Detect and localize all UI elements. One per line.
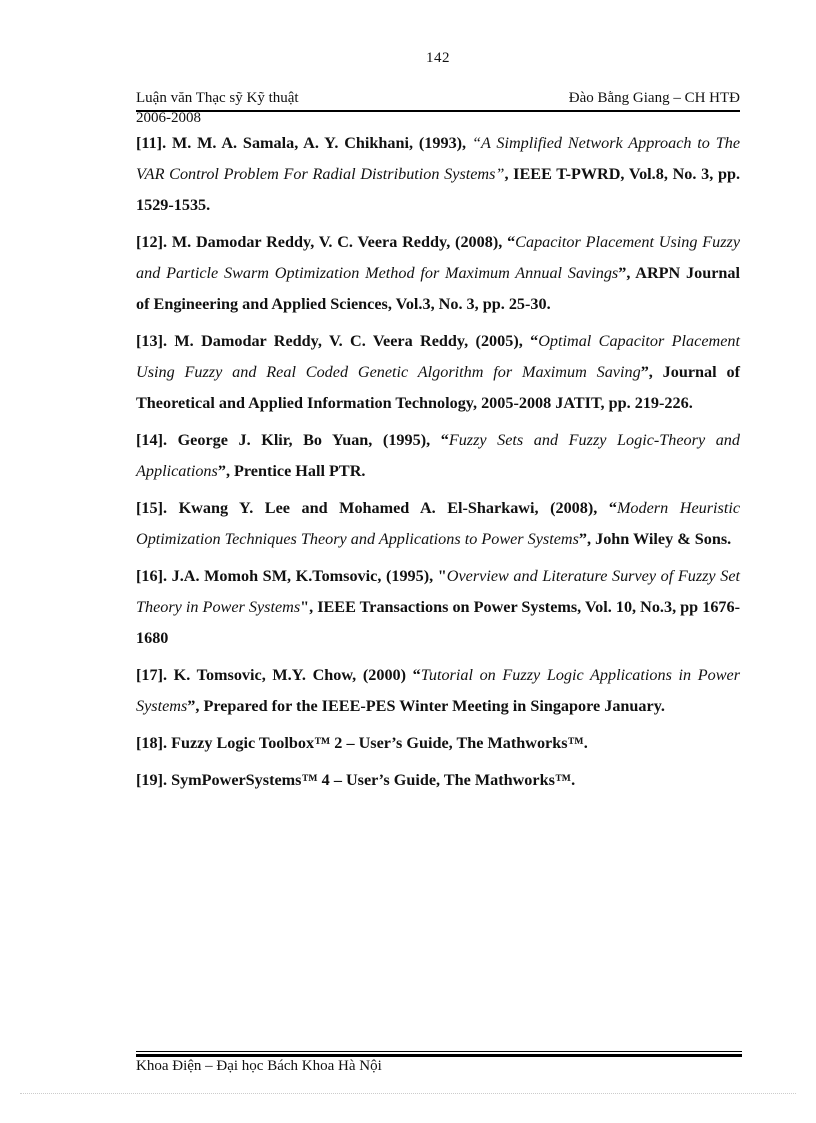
reference-source: ”, Journal of Theoretical and Applied Information Technology, 2005-2008 JATIT, pp. 219-226.	[136, 363, 740, 412]
reference-item	[136, 561, 740, 654]
reference-number: [17].	[136, 666, 168, 684]
reference-number: [15].	[136, 499, 168, 517]
reference-title: Capacitor Placement Using Fuzzy and Particle Swarm Optimization Method for Maximum Annual Savings	[136, 233, 740, 282]
reference-source: ”, John Wiley & Sons.	[578, 530, 732, 548]
reference-source: ", IEEE Transactions on Power Systems, Vol. 10, No.3, pp 1676-1680	[136, 598, 740, 647]
reference-source: ”, ARPN Journal of Engineering and Applied Sciences, Vol.3, No. 3, pp. 25-30.	[136, 264, 740, 313]
reference-authors: M. Damodar Reddy, V. C. Veera Reddy, (2008), “	[167, 233, 516, 251]
reference-item	[136, 425, 740, 487]
reference-title: Tutorial on Fuzzy Logic Applications in Power Systems	[136, 666, 741, 715]
reference-authors: M. Damodar Reddy, V. C. Veera Reddy, (2005), “	[167, 332, 539, 350]
reference-source: ”, Prepared for the IEEE-PES Winter Meeting in Singapore January.	[187, 697, 665, 715]
header-years: 2006-2008	[136, 110, 201, 126]
reference-title: Overview and Literature Survey of Fuzzy Set Theory in Power Systems	[136, 567, 741, 616]
header-author: Đào Bằng Giang – CH HTĐ	[568, 90, 740, 106]
reference-item	[136, 227, 740, 320]
reference-number: [16].	[136, 567, 168, 585]
reference-authors: George J. Klir, Bo Yuan, (1995), “	[167, 431, 449, 449]
reference-text: SymPowerSystems™ 4 – User’s Guide, The Mathworks™.	[167, 771, 576, 789]
reference-title: Fuzzy Sets and Fuzzy Logic-Theory and Applications	[136, 431, 740, 480]
reference-item	[136, 660, 740, 722]
page-number: 142	[426, 50, 450, 66]
footer-institution: Khoa Điện – Đại học Bách Khoa Hà Nội	[136, 1058, 382, 1074]
reference-item	[136, 765, 740, 796]
reference-source: ”, Prentice Hall PTR.	[217, 462, 366, 480]
page-edge-divider	[20, 1093, 796, 1094]
header-thesis-title: Luận văn Thạc sỹ Kỹ thuật	[136, 90, 299, 106]
reference-item	[136, 728, 740, 759]
reference-title: Optimal Capacitor Placement Using Fuzzy and Real Coded Genetic Algorithm for Maximum Saving	[136, 332, 740, 381]
reference-authors: K. Tomsovic, M.Y. Chow, (2000) “	[167, 666, 421, 684]
reference-number: [19].	[136, 771, 168, 789]
reference-authors: M. M. A. Samala, A. Y. Chikhani, (1993),	[166, 134, 472, 152]
reference-number: [11].	[136, 134, 167, 152]
page-footer	[136, 1051, 742, 1074]
reference-item	[136, 326, 740, 419]
reference-source: , IEEE T-PWRD, Vol.8, No. 3, pp. 1529-1535.	[136, 165, 740, 214]
reference-text: Fuzzy Logic Toolbox™ 2 – User’s Guide, The Mathworks™.	[167, 734, 588, 752]
reference-number: [18].	[136, 734, 168, 752]
reference-item	[136, 493, 740, 555]
reference-number: [13].	[136, 332, 168, 350]
page-header	[136, 90, 740, 112]
reference-number: [12].	[136, 233, 168, 251]
reference-item	[136, 128, 740, 221]
reference-title: Modern Heuristic Optimization Techniques Theory and Applications to Power Systems	[136, 499, 740, 548]
reference-authors: Kwang Y. Lee and Mohamed A. El-Sharkawi, (2008), “	[167, 499, 617, 517]
reference-number: [14].	[136, 431, 168, 449]
reference-authors: J.A. Momoh SM, K.Tomsovic, (1995), "	[167, 567, 447, 585]
reference-list	[136, 128, 740, 802]
reference-title: “A Simplified Network Approach to The VAR Control Problem For Radial Distribution Systems”	[136, 134, 740, 183]
